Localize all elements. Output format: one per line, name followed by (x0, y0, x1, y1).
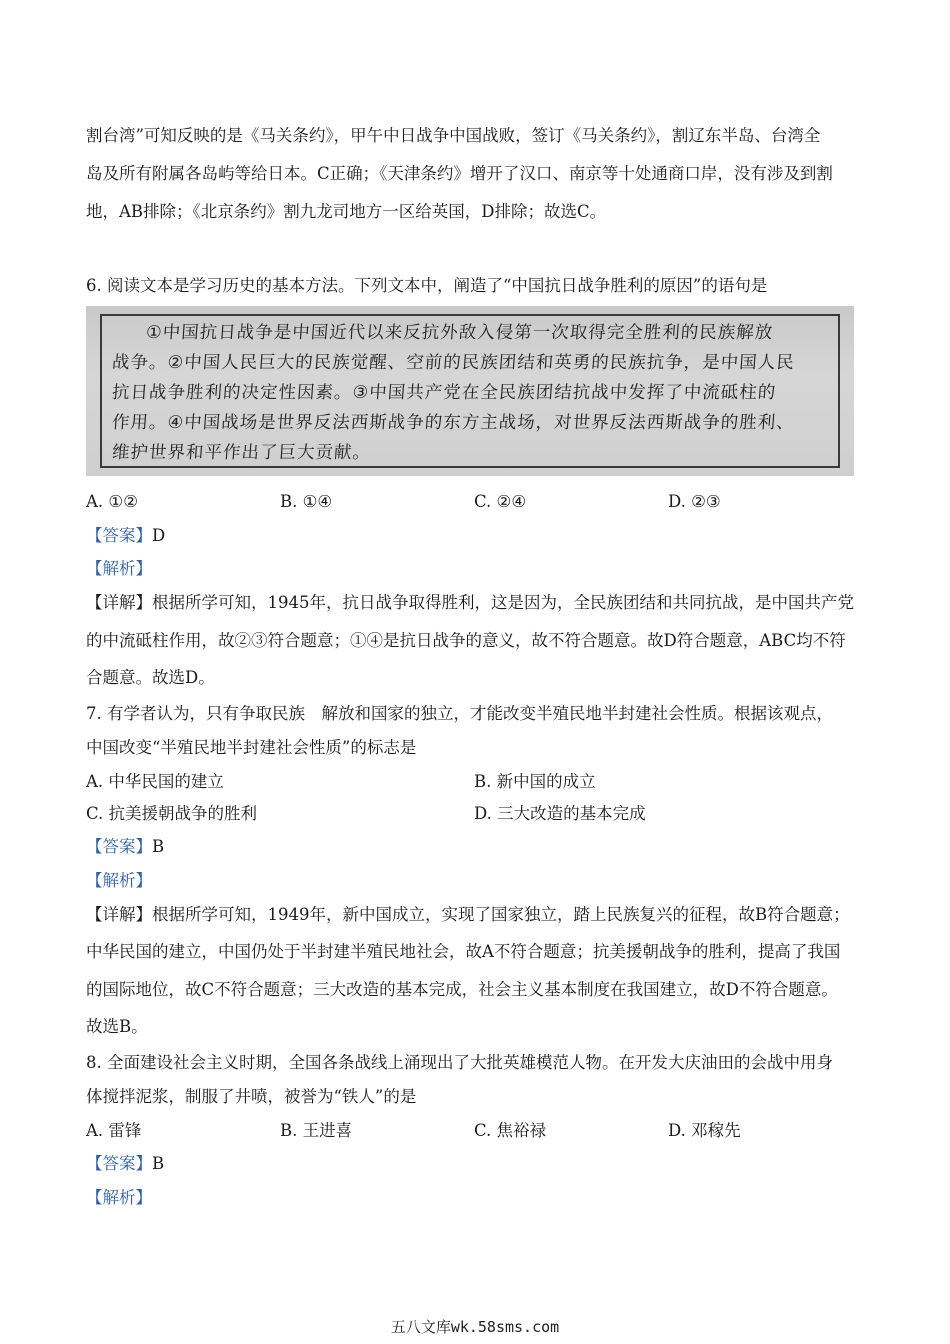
q7-detail-3: 的国际地位，故C不符合题意；三大改造的基本完成，社会主义基本制度在我国建立，故D不符合题意。 (86, 980, 838, 999)
q8-option-c: C. 焦裕禄 (474, 1121, 547, 1140)
q8-option-b: B. 王进喜 (280, 1121, 353, 1140)
q7-option-d: D. 三大改造的基本完成 (474, 804, 646, 823)
q8-option-a: A. 雷锋 (86, 1121, 142, 1140)
q7-detail-1 (86, 904, 850, 926)
continuation-line-2: 岛及所有附属各岛屿等给日本。C正确；《天津条约》增开了汉口、南京等十处通商口岸，没有涉及到割 (86, 164, 833, 183)
continuation-line-1: 割台湾”可知反映的是《马关条约》，甲午中日战争中国战败，签订《马关条约》，割辽东半岛、台湾全 (86, 126, 821, 145)
q8-stem-2: 体搅拌泥浆，制服了井喷，被誉为“铁人”的是 (86, 1087, 417, 1106)
scan-line-1: ①中国抗日战争是中国近代以来反抗外敌入侵第一次取得完全胜利的民族解放 (145, 323, 774, 343)
detail-text: 根据所学可知，1945年，抗日战争取得胜利，这是因为，全民族团结和共同抗战，是中国共产党 (152, 593, 854, 612)
analysis-tag: 【解析】 (86, 871, 152, 890)
q8-answer (86, 1153, 164, 1175)
q8-analysis (86, 1187, 152, 1209)
q8-stem-1: 8. 全面建设社会主义时期，全国各条战线上涌现出了大批英雄模范人物。在开发大庆油田的会战中用身 (86, 1053, 833, 1072)
q6-option-b: B. ①④ (280, 492, 333, 511)
q7-stem-1: 7. 有学者认为，只有争取民族 解放和国家的独立，才能改变半殖民地半封建社会性质。根据该观点， (86, 704, 833, 723)
q7-option-c: C. 抗美援朝战争的胜利 (86, 804, 258, 823)
q7-stem-2: 中国改变“半殖民地半封建社会性质”的标志是 (86, 738, 417, 757)
answer-value: B (152, 837, 165, 856)
detail-tag: 【详解】 (86, 905, 152, 924)
q6-scanned-text-image (86, 306, 854, 476)
q7-detail-2: 中华民国的建立，中国仍处于半封建半殖民地社会，故A不符合题意；抗美援朝战争的胜利，提高了我国 (86, 942, 841, 961)
scan-line-2: 战争。②中国人民巨大的民族觉醒、空前的民族团结和英勇的民族抗争，是中国人民 (111, 353, 796, 373)
answer-value: D (152, 526, 166, 545)
q7-detail-4: 故选B。 (86, 1017, 148, 1036)
q6-answer (86, 525, 165, 547)
analysis-tag: 【解析】 (86, 1188, 152, 1207)
q6-analysis (86, 558, 152, 580)
scan-line-3: 抗日战争胜利的决定性因素。③中国共产党在全民族团结抗战中发挥了中流砥柱的 (111, 383, 777, 403)
q6-option-d: D. ②③ (668, 492, 721, 511)
q6-detail-1 (86, 592, 854, 614)
q6-detail-3: 合题意。故选D。 (86, 668, 215, 687)
q8-option-d: D. 邓稼先 (668, 1121, 741, 1140)
answer-tag: 【答案】 (86, 1154, 152, 1173)
answer-value: B (152, 1154, 165, 1173)
q6-option-c: C. ②④ (474, 492, 527, 511)
continuation-line-3: 地，AB排除；《北京条约》割九龙司地方一区给英国，D排除；故选C。 (86, 202, 607, 221)
analysis-tag: 【解析】 (86, 559, 152, 578)
q6-detail-2: 的中流砥柱作用，故②③符合题意；①④是抗日战争的意义，故不符合题意。故D符合题意，ABC均不符 (86, 631, 846, 650)
answer-tag: 【答案】 (86, 526, 152, 545)
q7-analysis (86, 870, 152, 892)
answer-tag: 【答案】 (86, 837, 152, 856)
detail-tag: 【详解】 (86, 593, 152, 612)
q7-answer (86, 836, 164, 858)
q7-option-b: B. 新中国的成立 (474, 772, 596, 791)
q7-option-a: A. 中华民国的建立 (86, 772, 224, 791)
scan-line-4: 作用。④中国战场是世界反法西斯战争的东方主战场，对世界反法西斯战争的胜利、 (111, 413, 796, 433)
detail-text: 根据所学可知，1949年，新中国成立，实现了国家独立，踏上民族复兴的征程，故B符合题意； (152, 905, 850, 924)
page-footer: 五八文库wk.58sms.com (390, 1318, 560, 1336)
q6-stem: 6. 阅读文本是学习历史的基本方法。下列文本中，阐造了“中国抗日战争胜利的原因”的语句是 (86, 276, 768, 295)
scan-line-5: 维护世界和平作出了巨大贡献。 (111, 443, 372, 463)
q6-option-a: A. ①② (86, 492, 138, 511)
